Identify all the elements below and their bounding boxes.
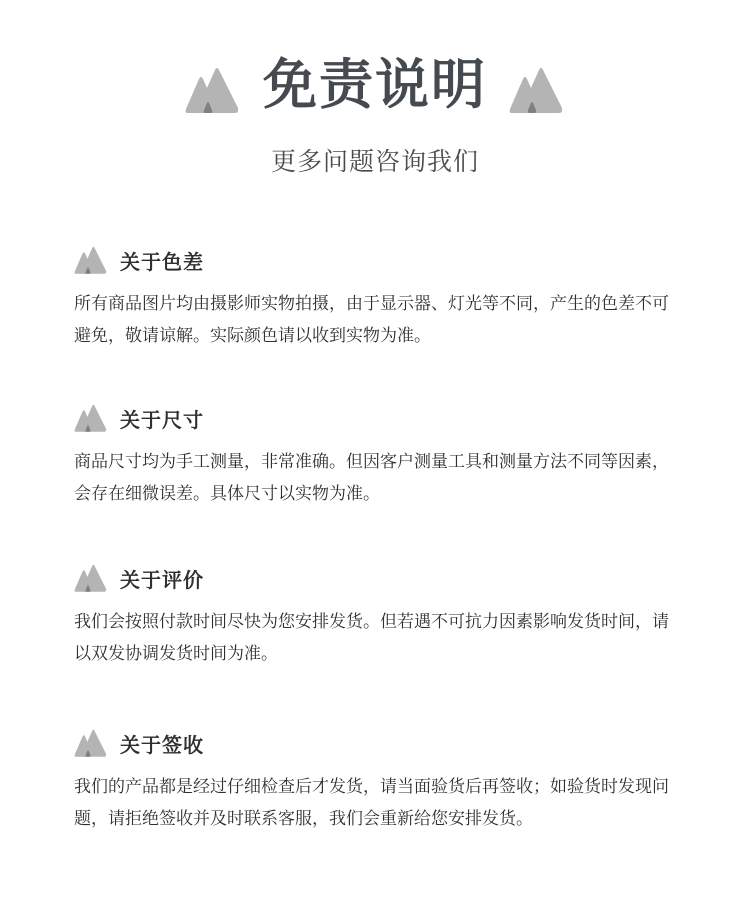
page-subtitle: 更多问题咨询我们 [270,147,479,176]
section-size [74,400,694,510]
section-title: 关于签收 [120,732,204,757]
page-title: 免责说明 [263,53,487,116]
mountain-icon [74,728,108,758]
section-heading [74,560,694,596]
mountain-icon [74,403,108,433]
mountain-icon [185,65,241,115]
mountain-icon [509,65,565,115]
section-body: 所有商品图片均由摄影师实物拍摄，由于显示器、灯光等不同，产生的色差不可避免，敬请谅解。实际颜色请以收到实物为准。 [74,294,669,346]
section-heading [74,400,694,436]
section-body: 商品尺寸均为手工测量，非常准确。但因客户测量工具和测量方法不同等因素，会存在细微误差。具体尺寸以实物为准。 [74,452,669,504]
section-body: 我们的产品都是经过仔细检查后才发货，请当面验货后再签收；如验货时发现问题，请拒绝签收并及时联系客服，我们会重新给您安排发货。 [74,777,669,829]
section-color-difference [74,242,694,352]
section-title: 关于色差 [120,249,204,274]
section-body: 我们会按照付款时间尽快为您安排发货。但若遇不可抗力因素影响发货时间，请以双发协调发货时间为准。 [74,612,669,664]
section-title: 关于评价 [120,567,204,592]
mountain-icon [74,563,108,593]
section-heading [74,242,694,278]
section-heading [74,725,694,761]
section-review [74,560,694,670]
section-signing [74,725,694,835]
page-header [0,48,750,122]
section-title: 关于尺寸 [120,407,204,432]
mountain-icon [74,245,108,275]
